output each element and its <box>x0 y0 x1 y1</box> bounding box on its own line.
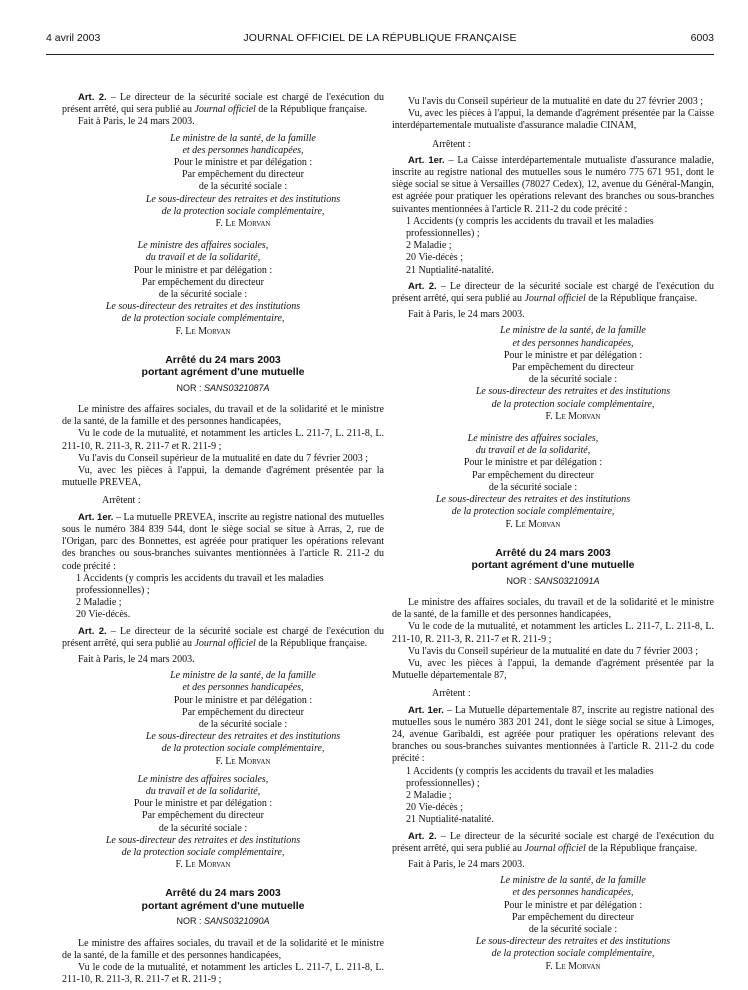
branch-item: 20 Vie-décès. <box>76 609 131 621</box>
branch-item: 1 Accidents (y compris les accidents du travail et les maladies professionnelles) ; <box>406 215 654 240</box>
header-date: 4 avril 2003 <box>46 32 101 44</box>
nor-reference: NOR : SANS0321090A <box>176 916 270 927</box>
branch-item: 20 Vie-décès ; <box>406 802 463 814</box>
arrete-subtitle: portant agrément d'une mutuelle <box>471 559 635 572</box>
arrete-signature-a: Le ministre de la santé, de la famille et des personnes handicapées, Pour le ministre et par délégation : Par empêchement du directeur de la sécurité sociale : Le sous-directeur des retraites et des institutions de la protection sociale complémentaire, F. Le Morvan <box>475 875 671 972</box>
article-1: Art. 1er. – La mutuelle PREVEA, inscrite au registre national des mutuelles sous le numéro 384 839 544, dont le siège social se situe à Arras, 2, rue de l'Origan, parc des Bonnettes, est agréée pour pratiquer les opérations relevant des branches ou sous-branches suivantes mentionnées à l'article R. 211-2 du code précité : <box>62 511 384 572</box>
header-journal-title: JOURNAL OFFICIEL DE LA RÉPUBLIQUE FRANÇAISE <box>243 32 517 44</box>
arrete-title: Arrêté du 24 mars 2003 <box>495 546 611 559</box>
arrete-title: Arrêté du 24 mars 2003 <box>165 887 281 900</box>
branch-item: 1 Accidents (y compris les accidents du travail et les maladies professionnelles) ; <box>76 572 324 596</box>
header-rule <box>46 54 714 55</box>
arrete-signature-a: Le ministre de la santé, de la famille et des personnes handicapées, Pour le ministre et par délégation : Par empêchement du directeur de la sécurité sociale : Le sous-directeur des retraites et des institutions de la protection sociale complémentaire, F. Le Morvan <box>145 670 341 767</box>
article-2: Art. 2. – Le directeur de la sécurité sociale est chargé de l'exécution du présent arrêté, qui sera publié au Journal officiel de la République française. <box>392 280 714 305</box>
arrete-title: Arrêté du 24 mars 2003 <box>165 353 281 366</box>
arrete-90: Arrêté du 24 mars 2003 portant agrément d'une mutuelle NOR : SANS0321090A Le ministre des affaires sociales, du travail et de la solidarité et le ministre de la santé, de la famille et des personnes handicapées, Vu le code de la mutualité, et notamment les articles L. 211-7, L. 211-8, L. 211-10, R. 211-3, R. 211-7 et R. 211-9 ; <box>62 887 384 986</box>
arrete-91: Arrêté du 24 mars 2003 portant agrément d'une mutuelle NOR : SANS0321091A Le ministre des affaires sociales, du travail et de la solidarité et le ministre de la santé, de la famille et des personnes handicapées, Vu le code de la mutualité, et notamment les articles L. 211-7, L. 211-8, L. 211-10, R. 211-3, R. 211-7 et R. 211-9 ; Vu l'avis du Conseil supérieur de la mutualité en date du 7 février 2003 ; Vu, avec les pièces à l'appui, la demande d'agrément présentée par la Mutuelle départementale 87, Arrêtent : Art. 1er. – La Mutuelle départementale 87, inscrite au registre national des mutuelles sous le numéro 383 201 241, dont le siège social se situe à Limoges, 24, avenue Garibaldi, est agréée pour pratiquer les opérations relevant des branches ou sous-branches suivantes mentionnées à l'article R. 211-2 du code précité : 1 Accidents (y compris les accidents du travail et les maladies professionnelles) ; 2 Maladie ; 20 Vie-décès ; 21 Nuptialité-natalité. Art. 2. – Le directeur de la sécurité sociale est chargé de l'exécution du présent arrêté, qui sera publié au Journal officiel de la République française. Fait à Paris, le 24 mars 2003. Le ministre de la santé, de la famille et des personnes handicapées, Pour le ministre et par délégation : Par empêchement du directeur de la sécurité sociale : Le sous-directeur des retraites et des institutions de la protection sociale complémentaire, F. Le Morvan <box>392 546 715 972</box>
left-signature-a: Le ministre de la santé, de la famille et des personnes handicapées, Pour le ministre et par délégation : Par empêchement du directeur de la sécurité sociale : Le sous-directeur des retraites et des institutions de la protection sociale complémentaire, F. Le Morvan <box>145 132 341 230</box>
nor-reference: NOR : SANS0321087A <box>176 382 270 393</box>
left-art2: Art. 2. – Le directeur de la sécurité sociale est chargé de l'exécution du présent arrêté, qui sera publié au Journal officiel de la République française. <box>62 92 384 116</box>
branch-item: 2 Maladie ; <box>76 597 122 609</box>
branch-item: 21 Nuptialité-natalité. <box>406 814 494 826</box>
article-2: Art. 2. – Le directeur de la sécurité sociale est chargé de l'exécution du présent arrêté, qui sera publié au Journal officiel de la République française. <box>62 625 384 649</box>
branch-item: 2 Maladie ; <box>406 240 452 252</box>
right-column: Vu l'avis du Conseil supérieur de la mutualité en date du 27 février 2003 ; Vu, avec les pièces à l'appui, la demande d'agrément présentée par la Caisse interdépartementale mutualiste d'assurance maladie CINAM, Arrêtent : Art. 1er. – La Caisse interdépartementale mutualiste d'assurance maladie, inscrite au registre national des mutuelles sous le numéro 775 671 951, dont le siège social se situe à Versailles (78027 Cedex), 12, avenue du Général-Mangin, est agréée pour pratiquer les opérations relevant des branches ou sous-branches suivantes mentionnées à l'article R. 211-2 du code précité : 1 Accidents (y compris les accidents du travail et les maladies professionnelles) ; 2 Maladie ; 20 Vie-décès ; 21 Nuptialité-natalité. Art. 2. – Le directeur de la sécurité sociale est chargé de l'exécution du présent arrêté, qui sera publié au Journal officiel de la République française. Fait à Paris, le 24 mars 2003. Le ministre de la santé, de la famille et des personnes handicapées, Pour le ministre et par délégation : Par empêchement du directeur de la sécurité sociale : Le sous-directeur des retraites et des institutions de la protection sociale complémentaire, F. Le Morvan Le ministre des affaires sociales, du travail et de la solidarité, Pour le ministre et par délégation : Par empêchement du directeur de la sécurité sociale : Le sous-directeur des retraites et des institutions de la protection sociale complémentaire, F. Le Morvan Arrêté du 24 mars 2003 portant agrément d'une mutuelle NOR : SANS0321091A Le ministre des affaires sociales, du travail et de la solidarité et le ministre de la santé, de la famille et des personnes handicapées, Vu le code de la mutualité, et notamment les articles L. 211-7, L. 211-8, L. 211-10, R. 211-3, R. 211-7 et R. 211-9 ; Vu l'avis du Conseil supérieur de la mutualité en date du 7 février 2003 ; Vu, avec les pièces à l'appui, la demande d'agrément présentée par la Mutuelle départementale 87, Arrêtent : Art. 1er. – La Mutuelle départementale 87, inscrite au registre national des mutuelles sous le numéro 383 201 241, dont le siège social se situe à Limoges, 24, avenue Garibaldi, est agréée pour pratiquer les opérations relevant des branches ou sous-branches suivantes mentionnées à l'article R. 211-2 du code précité : 1 Accidents (y compris les accidents du travail et les maladies professionnelles) ; 2 Maladie ; 20 Vie-décès ; 21 Nuptialité-natalité. Art. 2. – Le directeur de la sécurité sociale est chargé de l'exécution du présent arrêté, qui sera publié au Journal officiel de la République française. Fait à Paris, le 24 mars 2003. Le ministre de la santé, de la famille et des personnes handicapées, Pour le ministre et par délégation : Par empêchement du directeur de la sécurité sociale : Le sous-directeur des retraites et des institutions de la protection sociale complémentaire, F. Le Morvan <box>392 96 715 972</box>
branch-item: 21 Nuptialité-natalité. <box>406 264 494 276</box>
article-1: Art. 1er. – La Mutuelle départementale 87, inscrite au registre national des mutuelles sous le numéro 383 201 241, dont le siège social se situe à Limoges, 24, avenue Garibaldi, est agréée pour pratiquer les opérations relevant des branches ou sous-branches suivantes mentionnées à l'article R. 211-2 du code précité : <box>392 704 715 765</box>
right-signature-a: Le ministre de la santé, de la famille et des personnes handicapées, Pour le ministre et par délégation : Par empêchement du directeur de la sécurité sociale : Le sous-directeur des retraites et des institutions de la protection sociale complémentaire, F. Le Morvan <box>475 325 671 422</box>
article-1: Art. 1er. – La Caisse interdépartementale mutualiste d'assurance maladie, inscrite au registre national des mutuelles sous le numéro 775 671 951, dont le siège social se situe à Versailles (78027 Cedex), 12, avenue du Général-Mangin, est agréée pour pratiquer les opérations relevant des branches ou sous-branches suivantes mentionnées à l'article R. 211-2 du code précité : <box>392 154 714 215</box>
left-column <box>62 92 384 986</box>
arrete-signature-b: Le ministre des affaires sociales, du travail et de la solidarité, Pour le ministre et par délégation : Par empêchement du directeur de la sécurité sociale : Le sous-directeur des retraites et des institutions de la protection sociale complémentaire, F. Le Morvan <box>105 773 301 871</box>
arrete-subtitle: portant agrément d'une mutuelle <box>141 899 305 912</box>
branch-item: 2 Maladie ; <box>406 789 452 801</box>
arrete-subtitle: portant agrément d'une mutuelle <box>141 366 305 379</box>
left-fait: Fait à Paris, le 24 mars 2003. <box>78 116 195 128</box>
page-header <box>46 32 714 50</box>
article-2: Art. 2. – Le directeur de la sécurité sociale est chargé de l'exécution du présent arrêté, qui sera publié au Journal officiel de la République française. <box>392 830 714 854</box>
nor-reference: NOR : SANS0321091A <box>506 575 600 586</box>
branch-item: 20 Vie-décès ; <box>406 252 463 264</box>
header-page-number: 6003 <box>690 32 714 44</box>
left-signature-b: Le ministre des affaires sociales, du travail et de la solidarité, Pour le ministre et par délégation : Par empêchement du directeur de la sécurité sociale : Le sous-directeur des retraites et des institutions de la protection sociale complémentaire, F. Le Morvan <box>105 240 301 337</box>
branch-item: 1 Accidents (y compris les accidents du travail et les maladies professionnelles) ; <box>406 765 654 789</box>
right-signature-b: Le ministre des affaires sociales, du travail et de la solidarité, Pour le ministre et par délégation : Par empêchement du directeur de la sécurité sociale : Le sous-directeur des retraites et des institutions de la protection sociale complémentaire, F. Le Morvan <box>435 433 631 530</box>
arrete-87: Arrêté du 24 mars 2003 portant agrément d'une mutuelle NOR : SANS0321087A Le ministre des affaires sociales, du travail et de la solidarité et le ministre de la santé, de la famille et des personnes handicapées, Vu le code de la mutualité, et notamment les articles L. 211-7, L. 211-8, L. 211-10, R. 211-3, R. 211-7 et R. 211-9 ; Vu l'avis du Conseil supérieur de la mutualité en date du 7 février 2003 ; Vu, avec les pièces à l'appui, la demande d'agrément présentée par la mutuelle PREVEA, Arrêtent : Art. 1er. – La mutuelle PREVEA, inscrite au registre national des mutuelles sous le numéro 384 839 544, dont le siège social se situe à Arras, 2, rue de l'Origan, parc des Bonnettes, est agréée pour pratiquer les opérations relevant des branches ou sous-branches suivantes mentionnées à l'article R. 211-2 du code précité : 1 Accidents (y compris les accidents du travail et les maladies professionnelles) ; 2 Maladie ; 20 Vie-décès. Art. 2. – Le directeur de la sécurité sociale est chargé de l'exécution du présent arrêté, qui sera publié au Journal officiel de la République française. Fait à Paris, le 24 mars 2003. Le ministre de la santé, de la famille et des personnes handicapées, Pour le ministre et par délégation : Par empêchement du directeur de la sécurité sociale : Le sous-directeur des retraites et des institutions de la protection sociale complémentaire, F. Le Morvan Le ministre des affaires sociales, du travail et de la solidarité, Pour le ministre et par délégation : Par empêchement du directeur de la sécurité sociale : Le sous-directeur des retraites et des institutions de la protection sociale complémentaire, F. Le Morvan <box>62 353 384 871</box>
